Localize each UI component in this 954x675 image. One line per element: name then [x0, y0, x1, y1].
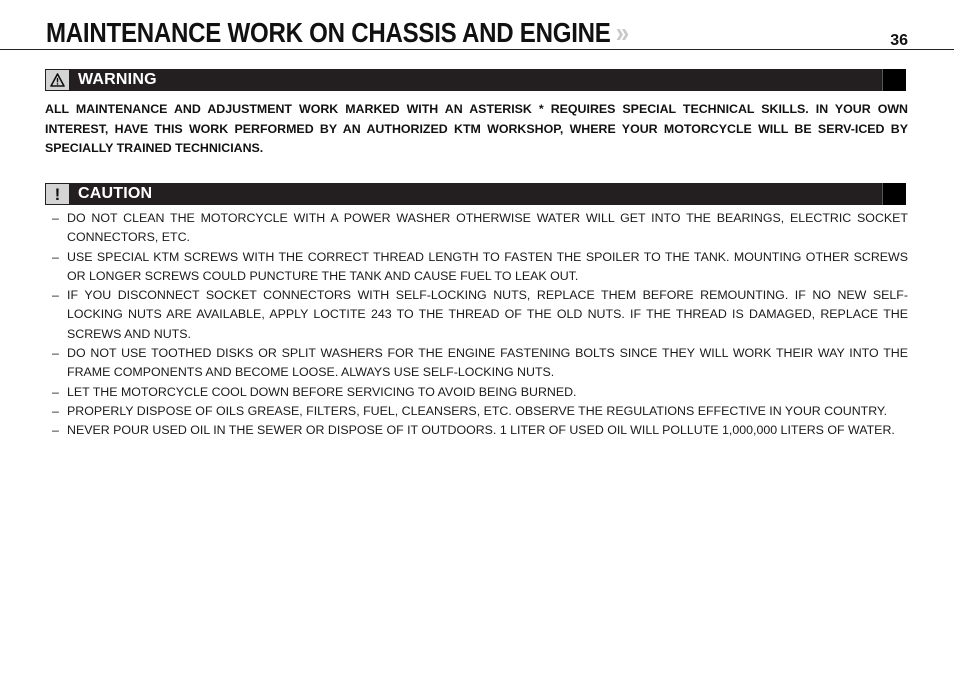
caution-item-text: USE SPECIAL KTM SCREWS WITH THE CORRECT THREAD LENGTH TO FASTEN THE SPOILER TO THE TANK. MOUNTING OTHER SCREWS OR LONGER SCREWS COULD PUNCTURE THE TANK AND CAUSE FUEL TO LEAK OUT. — [67, 249, 908, 283]
warning-text: ALL MAINTENANCE AND ADJUSTMENT WORK MARKED WITH AN ASTERISK * REQUIRES SPECIAL TECHNICAL SKILLS. IN YOUR OWN INTEREST, HAVE THIS WORK PERFORMED BY AN AUTHORIZED KTM WORKSHOP, WHERE YOUR MOTORCYCLE WILL BE SERV-ICED BY SPECIALLY TRAINED TECHNICIANS. — [45, 102, 908, 155]
caution-label: CAUTION — [78, 185, 153, 202]
list-dash: – — [52, 403, 59, 418]
caution-list-item — [45, 209, 908, 248]
caution-bar — [45, 183, 906, 205]
caution-item-text: LET THE MOTORCYCLE COOL DOWN BEFORE SERVICING TO AVOID BEING BURNED. — [67, 384, 577, 399]
warning-triangle-icon — [46, 70, 69, 90]
list-dash: – — [52, 423, 59, 438]
list-dash: – — [52, 211, 59, 225]
page-number: 36 — [890, 32, 908, 49]
caution-item-text: PROPERLY DISPOSE OF OILS GREASE, FILTERS, FUEL, CLEANSERS, ETC. OBSERVE THE REGULATIONS EFFECTIVE IN YOUR COUNTRY. — [67, 403, 888, 418]
caution-list — [45, 209, 908, 441]
caution-list-item — [45, 344, 908, 383]
list-dash: – — [52, 384, 59, 399]
list-dash: – — [52, 249, 59, 264]
caution-list-item — [45, 248, 908, 287]
page-title-text: MAINTENANCE WORK ON CHASSIS AND ENGINE — [46, 17, 611, 48]
caution-exclamation-icon — [46, 184, 69, 204]
caution-list-item — [45, 402, 908, 421]
title-chevron-icon: » — [615, 17, 629, 48]
caution-list-item — [45, 383, 908, 402]
caution-item-text: DO NOT CLEAN THE MOTORCYCLE WITH A POWER WASHER OTHERWISE WATER WILL GET INTO THE BEARINGS, ELECTRIC SOCKET CONNECTORS, ETC. — [67, 211, 908, 245]
caution-item-text: NEVER POUR USED OIL IN THE SEWER OR DISPOSE OF IT OUTDOORS. 1 LITER OF USED OIL WILL POLLUTE 1,000,000 LITERS OF WATER. — [67, 423, 895, 438]
list-dash: – — [52, 288, 59, 303]
list-dash: – — [52, 346, 59, 361]
caution-item-text: DO NOT USE TOOTHED DISKS OR SPLIT WASHERS FOR THE ENGINE FASTENING BOLTS SINCE THEY WILL WORK THEIR WAY INTO THE FRAME COMPONENTS AND BECOME LOOSE. ALWAYS USE SELF-LOCKING NUTS. — [67, 346, 908, 380]
caution-list-item — [45, 286, 908, 344]
caution-item-text: IF YOU DISCONNECT SOCKET CONNECTORS WITH SELF-LOCKING NUTS, REPLACE THEM BEFORE REMOUNTING. IF NO NEW SELF-LOCKING NUTS ARE AVAILABLE, APPLY LOCTITE 243 TO THE THREAD OF THE OLD NUTS. IF THE THREAD IS DAMAGED, REPLACE THE SCREWS AND NUTS. — [67, 288, 908, 341]
warning-bar — [45, 69, 906, 91]
warning-label: WARNING — [78, 71, 157, 88]
caution-bar-end-cap — [882, 183, 906, 205]
caution-list-item — [45, 421, 908, 440]
caution-exclamation-glyph: ! — [54, 184, 61, 204]
page-header — [0, 0, 954, 50]
warning-bar-end-cap — [882, 69, 906, 91]
page-title — [46, 18, 629, 48]
